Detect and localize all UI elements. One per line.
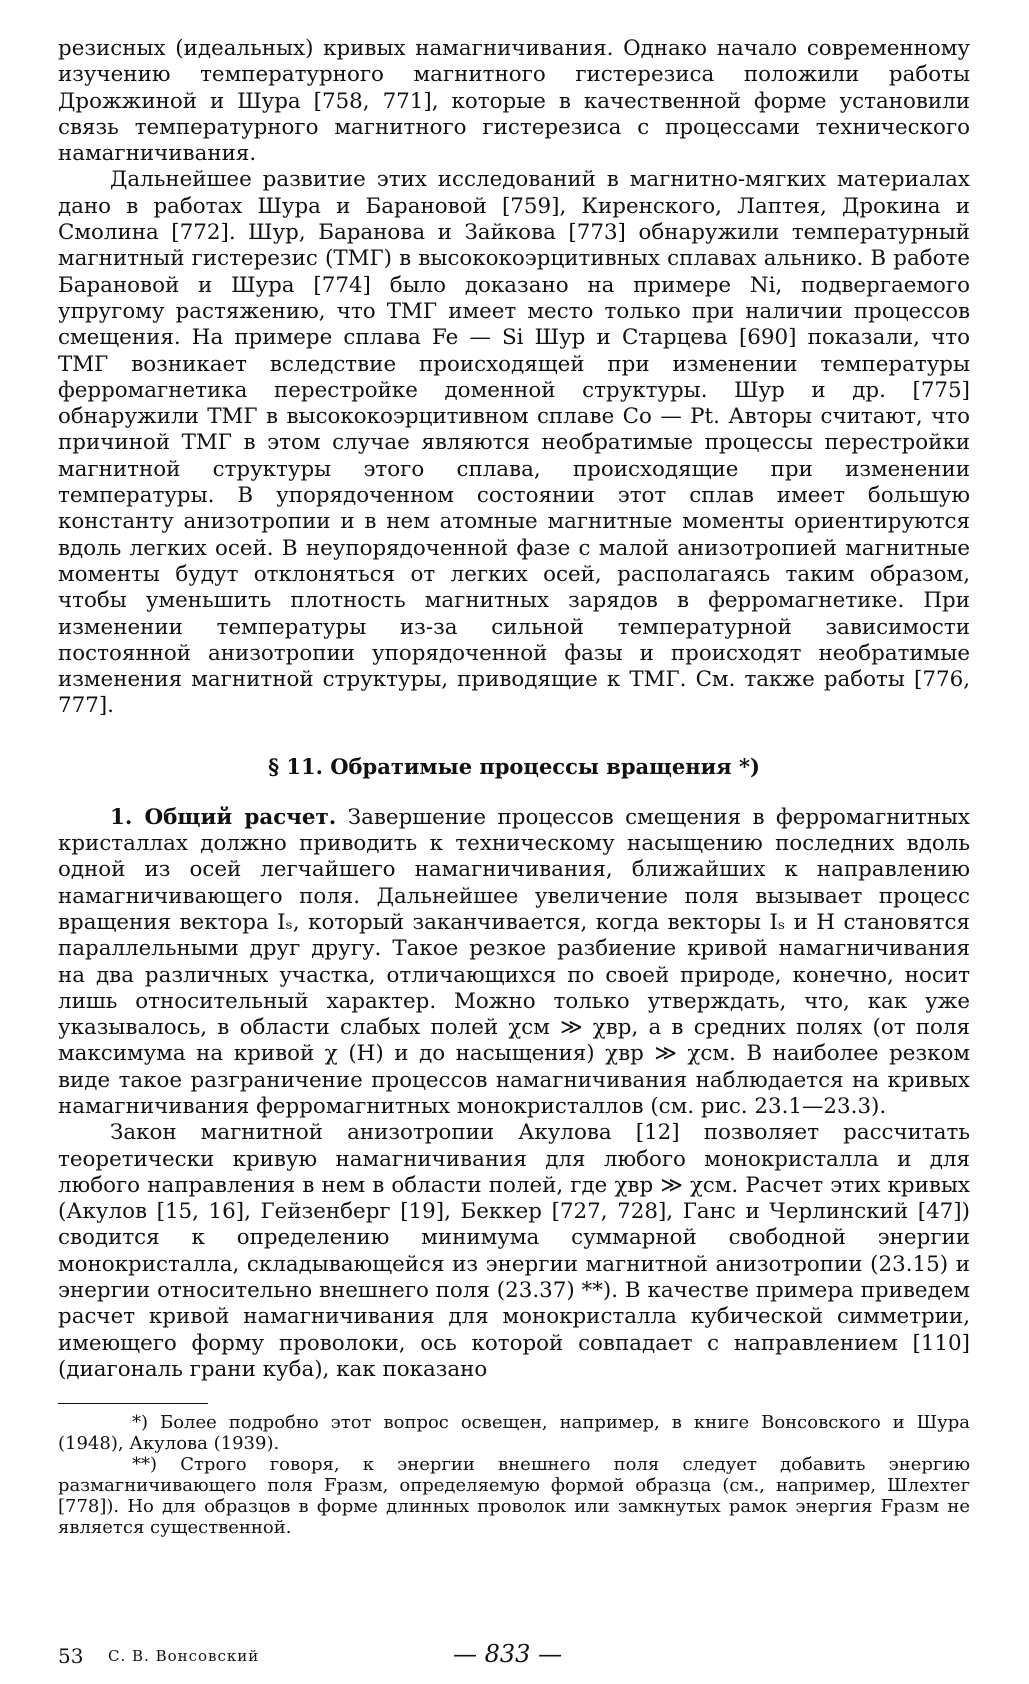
section-title: § 11. Обратимые процессы вращения *): [268, 753, 760, 779]
author-name: С. В. Вонсовский: [108, 1647, 260, 1665]
paragraph-general-calculation-text: Завершение процессов смещения в ферромагнитных кристаллах должно приводить к техническому насыщению последних вдоль одной из осей легчайшего намагничивания, ближайших к направлению намагничивающего поля. Дальнейшее увеличение поля вызывает процесс вращения вектора Iₛ, который заканчивается, когда векторы Iₛ и H становятся параллельными друг другу. Такое резкое разбиение кривой намагничивания на два различных участка, отличающихся по своей природе, конечно, носит лишь относительный характер. Можно только утверждать, что, как уже указывалось, в области слабых полей χсм ≫ χвр, а в средних полях (от поля максимума на кривой χ (H) и до насыщения) χвр ≫ χсм. В наиболее резком виде такое разграничение процессов намагничивания наблюдается на кривых намагничивания ферромагнитных монокристаллов (см. рис. 23.1—23.3).: [58, 804, 970, 1119]
paragraph-continued: резисных (идеальных) кривых намагничивания. Однако начало современному изучению температурного магнитного гистерезиса положили работы Дрожжиной и Шура [758, 771], которые в качественной форме установили связь температурного магнитного гистерезиса с процессами технического намагничивания.: [58, 36, 970, 167]
page-body: [58, 36, 970, 1538]
page-footer: [58, 1640, 970, 1672]
page-number: — 833 —: [453, 1640, 563, 1668]
subsection-lead: 1. Общий расчет.: [110, 804, 337, 830]
paragraph-general-calculation: [58, 805, 970, 1121]
paragraph-akulov-law: Закон магнитной анизотропии Акулова [12] позволяет рассчитать теоретически кривую намагничивания для любого монокристалла и для любого направления в нем в области полей, где χвр ≫ χсм. Расчет этих кривых (Акулов [15, 16], Гейзенберг [19], Беккер [727, 728], Ганс и Черлинский [47]) сводится к определению минимума суммарной свободной энергии монокристалла, складывающейся из энергии магнитной анизотропии (23.15) и энергии относительно внешнего поля (23.37) **). В качестве примера приведем расчет кривой намагничивания для монокристалла кубической симметрии, имеющего форму проволоки, ось которой совпадает с направлением [110] (диагональ грани куба), как показано: [58, 1120, 970, 1382]
footnote-2: **) Строго говоря, к энергии внешнего поля следует добавить энергию размагничивающего поля Fразм, определяемую формой образца (см., например, Шлехтег [778]). Но для образцов в форме длинных проволок или замкнутых рамок энергия Fразм не является существенной.: [58, 1454, 970, 1539]
footnote-1: *) Более подробно этот вопрос освещен, например, в книге Вонсовского и Шура (1948), Акулова (1939).: [58, 1412, 970, 1455]
signature-mark: 53: [58, 1644, 84, 1668]
footnote-divider: [58, 1403, 208, 1404]
paragraph-tmg-research: Дальнейшее развитие этих исследований в магнитно-мягких материалах дано в работах Шура и Барановой [759], Киренского, Лаптея, Дрокина и Смолина [772]. Шур, Баранова и Зайкова [773] обнаружили температурный магнитный гистерезис (ТМГ) в высококоэрцитивных сплавах альнико. В работе Барановой и Шура [774] было доказано на примере Ni, подвергаемого упругому растяжению, что ТМГ имеет место только при наличии процессов смещения. На примере сплава Fe — Si Шур и Старцева [690] показали, что ТМГ возникает вследствие происходящей при изменении температуры ферромагнетика перестройке доменной структуры. Шур и др. [775] обнаружили ТМГ в высококоэрцитивном сплаве Co — Pt. Авторы считают, что причиной ТМГ в этом случае являются необратимые процессы перестройки магнитной структуры этого сплава, происходящие при изменении температуры. В упорядоченном состоянии этот сплав имеет большую константу анизотропии и в нем атомные магнитные моменты ориентируются вдоль легких осей. В неупорядоченной фазе с малой анизотропией магнитные моменты будут отклоняться от легких осей, располагаясь таким образом, чтобы уменьшить плотность магнитных зарядов в ферромагнетике. При изменении температуры из-за сильной температурной зависимости постоянной анизотропии упорядоченной фазы и происходят необратимые изменения магнитной структуры, приводящие к ТМГ. См. также работы [776, 777].: [58, 167, 970, 719]
